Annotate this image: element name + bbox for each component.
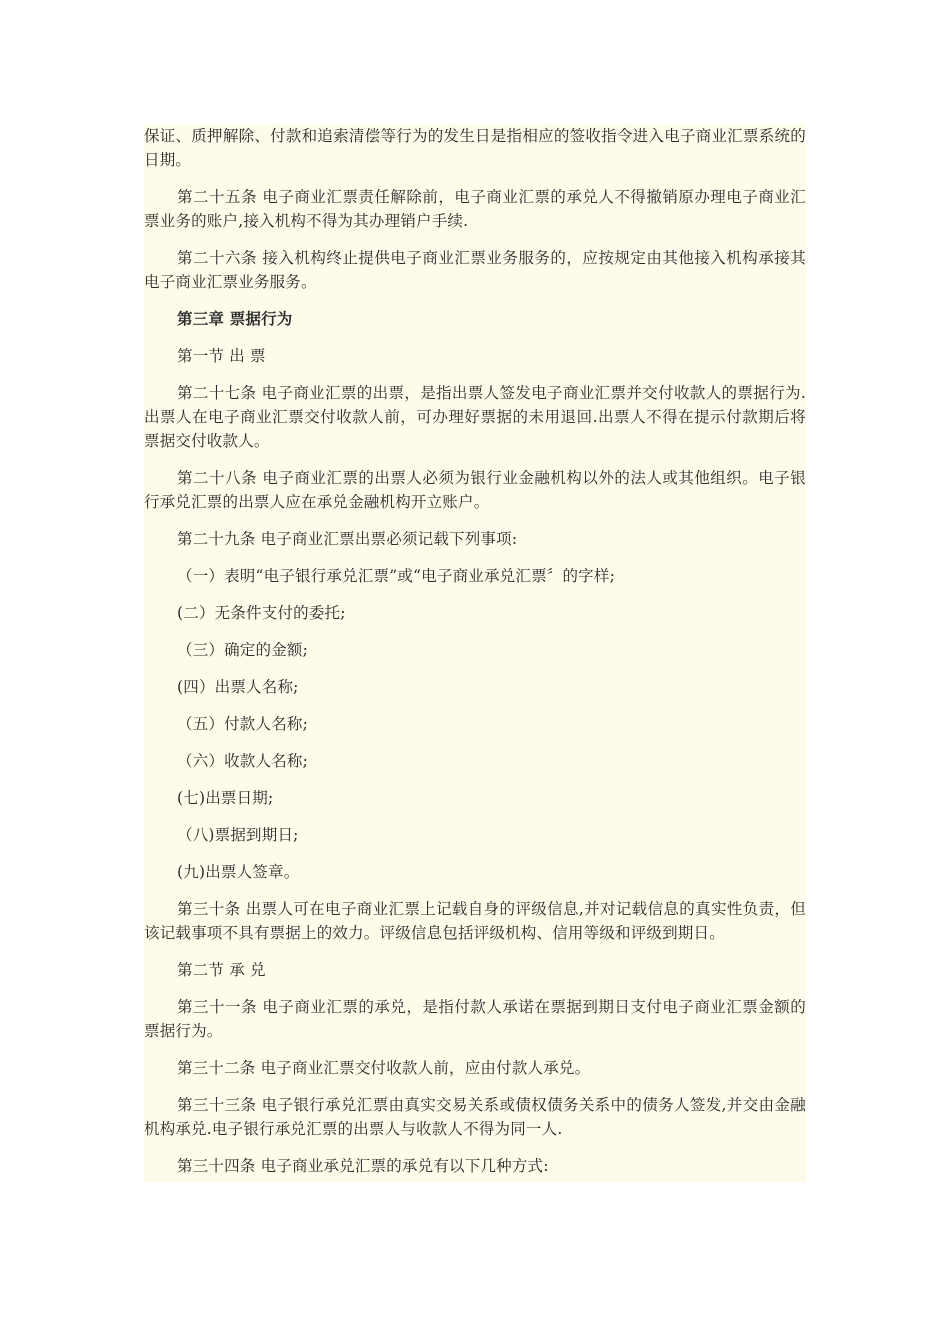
list-item: (二）无条件支付的委托; — [177, 604, 346, 622]
article-32: 第三十二条 电子商业汇票交付收款人前，应由付款人承兑。 — [177, 1059, 591, 1077]
article-29: 第二十九条 电子商业汇票出票必须记载下列事项: — [177, 530, 518, 548]
article-28: 第二十八条 电子商业汇票的出票人必须为银行业金融机构以外的法人或其他组织。电子银行承兑汇票的出票人应在承兑金融机构开立账户。 — [144, 469, 806, 511]
chapter-heading: 第三章 票据行为 — [177, 309, 293, 328]
list-item: (四）出票人名称; — [177, 678, 299, 696]
section-heading: 第二节 承 兑 — [177, 961, 266, 979]
section-heading: 第一节 出 票 — [177, 347, 266, 365]
list-item: （三）确定的金额; — [177, 641, 309, 659]
article-30: 第三十条 出票人可在电子商业汇票上记载自身的评级信息,并对记载信息的真实性负责，但该记载事项不具有票据上的效力。评级信息包括评级机构、信用等级和评级到期日。 — [144, 900, 806, 942]
list-item: (九)出票人签章。 — [177, 863, 300, 881]
paragraph: 保证、质押解除、付款和追索清偿等行为的发生日是指相应的签收指令进入电子商业汇票系统的日期。 — [144, 127, 806, 169]
article-33: 第三十三条 电子银行承兑汇票由真实交易关系或债权债务关系中的债务人签发,并交由金融机构承兑.电子银行承兑汇票的出票人与收款人不得为同一人. — [144, 1096, 806, 1138]
article-34: 第三十四条 电子商业承兑汇票的承兑有以下几种方式: — [177, 1157, 549, 1175]
article-31: 第三十一条 电子商业汇票的承兑，是指付款人承诺在票据到期日支付电子商业汇票金额的票据行为。 — [144, 998, 806, 1040]
list-item: （五）付款人名称; — [177, 715, 309, 733]
article-25: 第二十五条 电子商业汇票责任解除前，电子商业汇票的承兑人不得撤销原办理电子商业汇票业务的账户,接入机构不得为其办理销户手续. — [144, 188, 806, 230]
document-body — [144, 124, 806, 1182]
list-item: （一）表明“电子银行承兑汇票”或“电子商业承兑汇票〞的字样; — [177, 567, 615, 585]
article-26: 第二十六条 接入机构终止提供电子商业汇票业务服务的，应按规定由其他接入机构承接其电子商业汇票业务服务。 — [144, 249, 806, 291]
list-item: (七)出票日期; — [177, 789, 274, 807]
article-27: 第二十七条 电子商业汇票的出票，是指出票人签发电子商业汇票并交付收款人的票据行为.出票人在电子商业汇票交付收款人前，可办理好票据的未用退回.出票人不得在提示付款期后将票据交付收款人。 — [144, 384, 806, 450]
list-item: （六）收款人名称; — [177, 752, 309, 770]
list-item: （八)票据到期日; — [177, 826, 299, 844]
